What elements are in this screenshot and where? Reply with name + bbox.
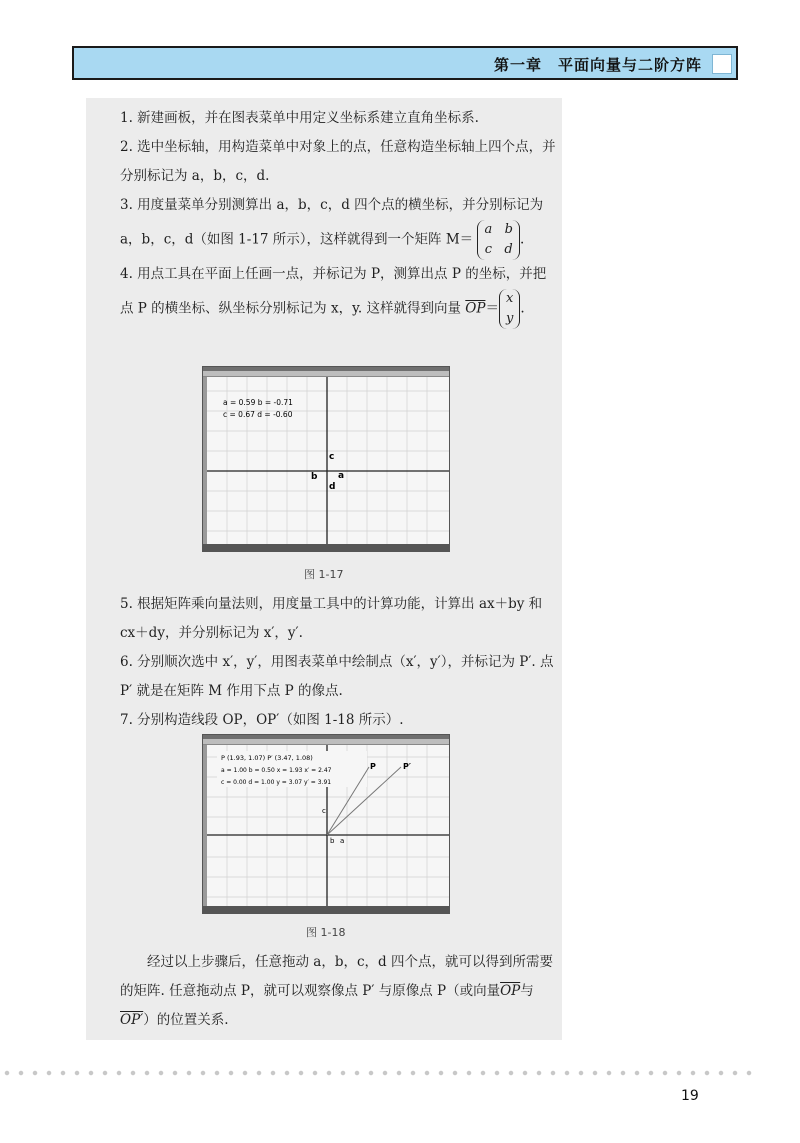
fig1-taskbar	[203, 544, 449, 551]
footer-dotted-divider	[0, 1070, 760, 1076]
step-4-equals: ＝	[485, 300, 499, 317]
fig1-point-d: d	[329, 482, 336, 492]
step-4-end: .	[520, 300, 525, 317]
final-paragraph	[120, 948, 556, 1035]
vector-y: y	[505, 311, 514, 326]
chapter-header	[72, 46, 738, 80]
fig2-taskbar	[203, 906, 449, 913]
matrix-a: a	[484, 222, 493, 237]
fig2-measure-2: a = 1.00 b = 0.50 x = 1.93 x′ = 2.47	[221, 767, 332, 774]
fig2-canvas	[207, 745, 449, 906]
final-text: 经过以上步骤后，任意拖动 a，b，c，d 四个点，就可以得到所需要的矩阵. 任意拖动点 P，就可以观察像点 P′ 与原像点 P（或向量	[120, 954, 553, 999]
final-vector-op: $\overline{OP}$	[500, 983, 521, 999]
matrix-c: c	[484, 242, 492, 257]
figure-1-18-caption: 图 1-18	[306, 926, 346, 939]
figure-1-17-screenshot	[202, 366, 450, 552]
fig2-point-a: a	[340, 837, 345, 845]
fig2-measure-1: P (1.93, 1.07) P′ (3.47, 1.08)	[221, 754, 313, 762]
fig1-point-a: a	[338, 471, 345, 481]
step-7: 7. 分别构造线段 OP，OP′（如图 1-18 所示）.	[120, 712, 404, 728]
step-2: 2. 选中坐标轴，用构造菜单中对象上的点，任意构造坐标轴上四个点，并分别标记为 a，b，c，d.	[120, 139, 556, 184]
figure-1-18-screenshot	[202, 734, 450, 914]
fig2-point-p: P	[370, 762, 376, 771]
step-3	[120, 191, 556, 260]
chapter-title: 第一章 平面向量与二阶方阵	[493, 56, 702, 74]
fig1-measure-2: c = 0.67 d = -0.60	[223, 410, 293, 419]
fig1-point-b: b	[311, 472, 318, 482]
matrix-d: d	[504, 242, 513, 257]
vector-op: $\overline{OP}$	[465, 300, 486, 317]
fig2-point-b: b	[330, 837, 335, 845]
fig1-measure-1: a = 0.59 b = -0.71	[223, 398, 293, 407]
fig1-canvas	[207, 377, 449, 544]
fig2-point-pprime: P′	[403, 762, 411, 771]
fig2-measure-3: c = 0.00 d = 1.00 y = 3.07 y′ = 3.91	[221, 779, 332, 786]
fig2-point-c: c	[322, 807, 326, 815]
matrix-b: b	[504, 222, 513, 237]
matrix-m	[477, 220, 520, 260]
step-1: 1. 新建画板，并在图表菜单中用定义坐标系建立直角坐标系.	[120, 110, 479, 126]
fig1-point-c: c	[329, 452, 335, 462]
page-number: 19	[681, 1088, 699, 1104]
vector-op-column	[499, 289, 520, 329]
step-6: 6. 分别顺次选中 x′，y′，用图表菜单中绘制点（x′，y′），并标记为 P′. 点 P′ 就是在矩阵 M 作用下点 P 的像点.	[120, 654, 554, 699]
step-4-text: 4. 用点工具在平面上任画一点，并标记为 P，测算出点 P 的坐标，并把点 P 的横坐标、纵坐标分别标记为 x，y. 这样就得到向量	[120, 266, 547, 317]
final-and: 与	[520, 983, 534, 999]
step-4	[120, 260, 556, 329]
step-5: 5. 根据矩阵乘向量法则，用度量工具中的计算功能，计算出 ax＋by 和 cx＋dy，并分别标记为 x′，y′.	[120, 596, 543, 641]
final-vector-opp: OP′	[120, 1012, 144, 1028]
figure-1-17-caption: 图 1-17	[304, 568, 344, 581]
vector-x: x	[505, 291, 514, 306]
step-3-end: .	[519, 231, 525, 248]
header-square-decoration	[712, 54, 732, 74]
step-3-text: 3. 用度量菜单分别测算出 a，b，c，d 四个点的横坐标，并分别标记为 a，b，c，d（如图 1-17 所示），这样就得到一个矩阵 M＝	[120, 197, 544, 248]
final-end: ）的位置关系.	[143, 1012, 229, 1028]
